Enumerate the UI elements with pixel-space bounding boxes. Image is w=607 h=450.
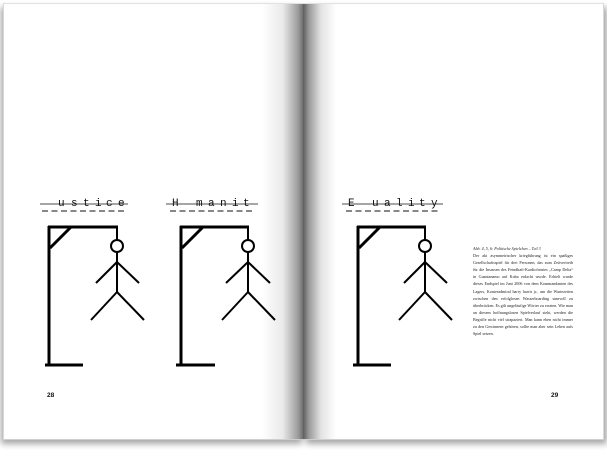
figure-3-left-arm [404,262,425,283]
word-2-letter-6: i [232,198,239,210]
hangman-word-2 [166,198,258,211]
figure-3-left-leg [399,292,425,320]
figure-3-right-arm [425,262,447,283]
figure-1-right-arm [117,262,139,283]
figure-3-head [419,240,431,252]
page-number-right: 29 [551,392,559,399]
word-2-letter-3: m [196,198,203,210]
word-3-letter-3: u [372,198,379,210]
hangman-figure-3 [342,198,452,366]
figure-2-left-arm [226,262,248,283]
word-1-letter-5: i [95,198,102,210]
figure-caption [473,245,573,337]
word-1-letter-7: e [118,198,125,210]
word-3-letter-4: a [384,198,391,210]
hangman-figure-1 [40,198,144,366]
word-2-letter-5: n [220,198,227,210]
word-3-letter-1: E [348,198,355,210]
page-number-left: 28 [47,392,55,399]
hangman-figure-2 [166,198,275,366]
hangman-word-3 [342,198,443,211]
word-2-letter-7: t [243,198,250,210]
word-1-letter-3: s [71,198,78,210]
gallows-3-brace [359,227,380,248]
word-3-letter-6: i [408,198,415,210]
figure-2-right-arm [248,262,270,283]
figure-1-head [111,240,123,252]
word-2-letter-1: H [172,198,179,210]
gallows-2-brace [182,227,203,248]
caption-title: Abb. 4, 5, 6: Politische Spielchen – Teil 3 [473,246,541,251]
caption-body: Der akt asymmetrischer kriegführung ist ein spaßiges Gesellschaftsspiel für drei Personen, das zum Zeitvertreib für die Insassen des Feindhaft-Kardiofrontes „Camp Delta“ in Guantanamo auf Kuba erdacht wurde. Erhielt wurde dieses Endspiel im Juni 2006 von dem Kommandanten des Lagers, Konteradmiral harry harris jr., um die Wartezeiten zwischen den erfolglosen Wasserboarding sinnvoll zu überbrücken. Es gilt ungeläufige Wörter zu erraten. Wie man an diesem hoffnungslosen Spielverlauf sieht, werden die Begriffe nicht viel strapaziert. Man kann eben nicht immer zu den Gewinnern gehören, sollte man aber sein Leben aufs Spiel setzen. [473,253,573,337]
figure-3-right-leg [425,292,452,320]
figure-1-left-leg [91,292,117,320]
figure-1-right-leg [117,292,144,320]
word-3-letter-8: y [431,198,438,210]
figure-2-right-leg [248,292,275,320]
gallows-1-brace [50,227,71,248]
word-3-letter-5: l [396,198,403,210]
figure-2-head [242,240,254,252]
word-1-letter-2: u [58,198,65,210]
word-3-letter-7: t [419,198,426,210]
figure-2-left-leg [222,292,248,320]
word-1-letter-6: c [106,198,113,210]
hangman-word-1 [40,198,128,211]
figure-1-left-arm [96,262,117,283]
word-2-letter-4: a [208,198,215,210]
word-1-letter-4: t [83,198,90,210]
